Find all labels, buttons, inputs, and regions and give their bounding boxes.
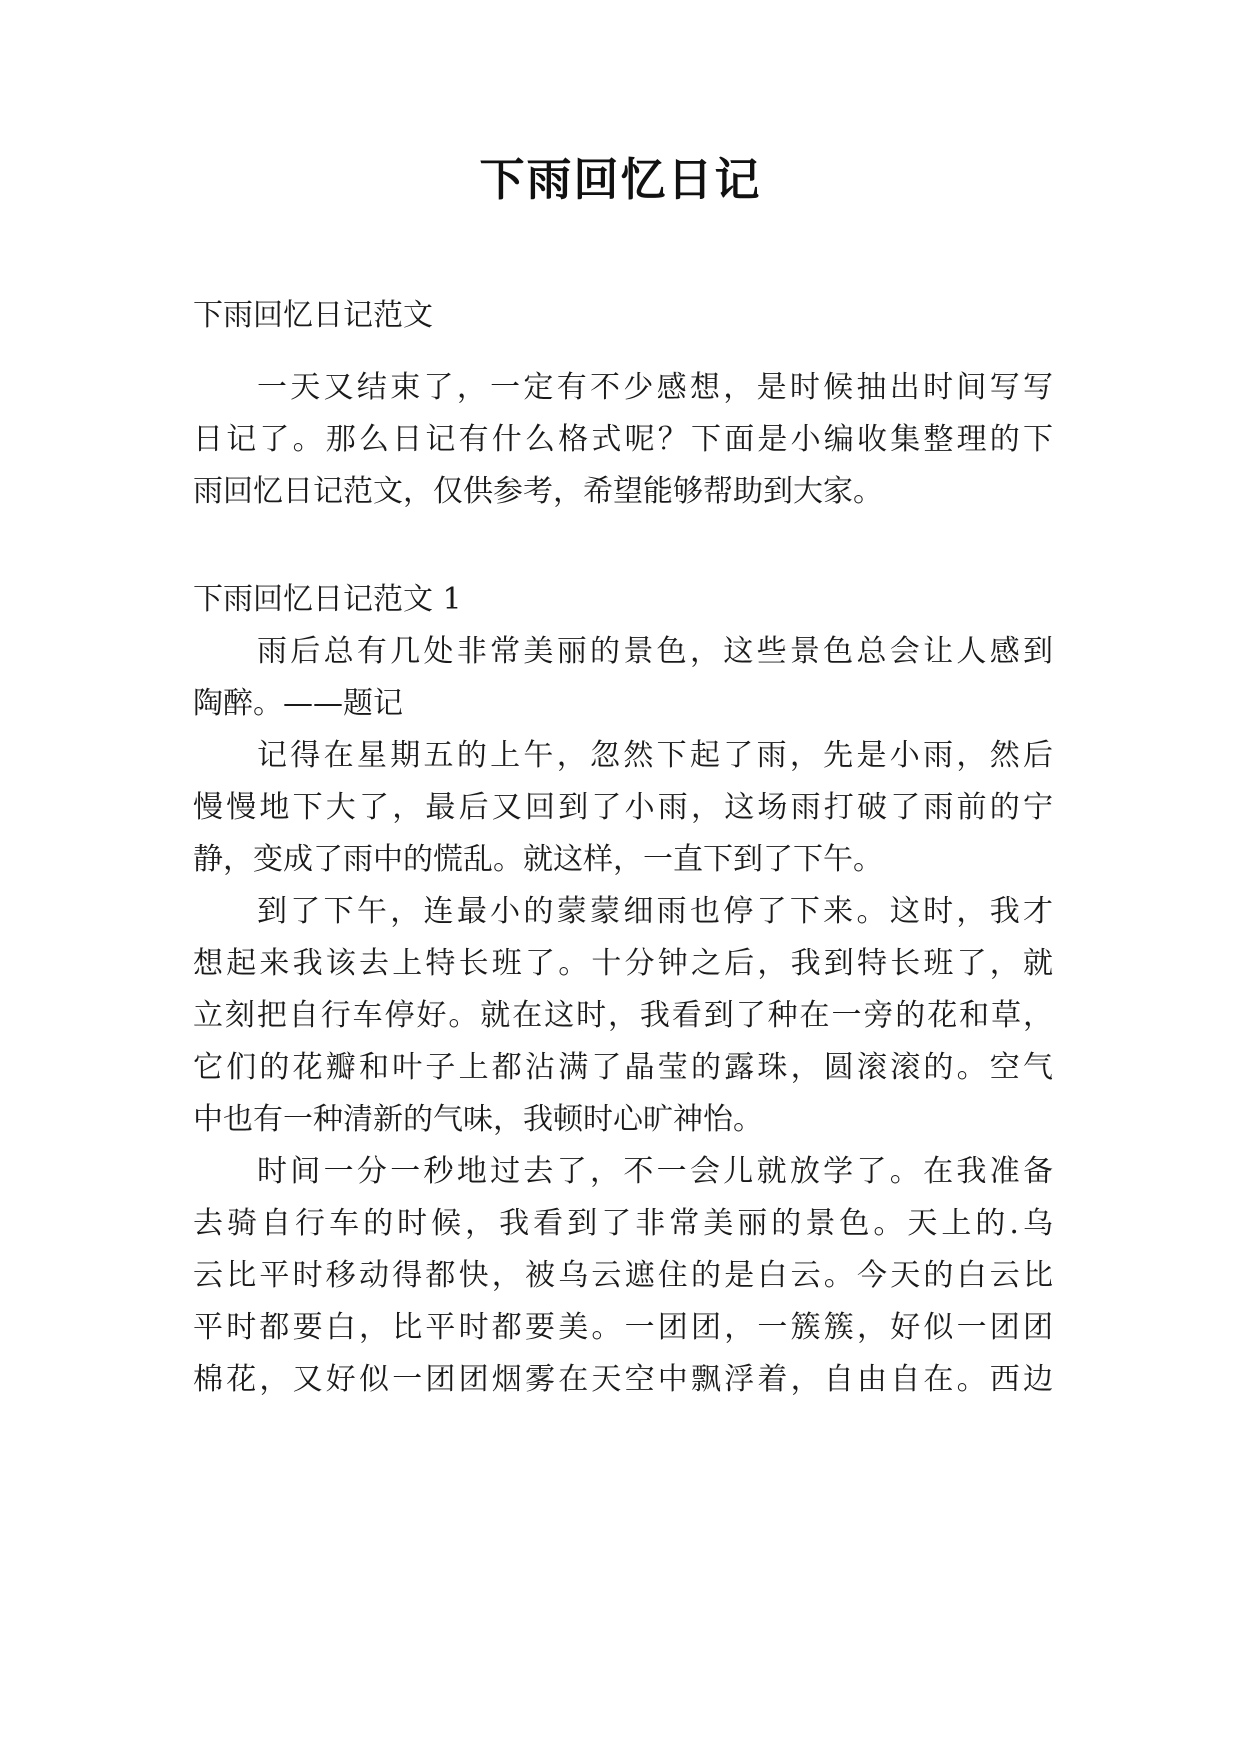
body-line: 中也有一种清新的气味，我顿时心旷神怡。 bbox=[193, 1102, 763, 1137]
body-line: 慢慢地下大了，最后又回到了小雨，这场雨打破了雨前的宁 bbox=[193, 790, 1053, 825]
intro-line: 一天又结束了，一定有不少感想，是时候抽出时间写写 bbox=[257, 370, 1053, 405]
intro-line: 日记了。那么日记有什么格式呢？下面是小编收集整理的下 bbox=[193, 422, 1053, 457]
body-line: 去骑自行车的时候，我看到了非常美丽的景色。天上的.乌 bbox=[193, 1206, 1053, 1241]
body-line: 立刻把自行车停好。就在这时，我看到了种在一旁的花和草， bbox=[193, 998, 1053, 1033]
body-line: 时间一分一秒地过去了，不一会儿就放学了。在我准备 bbox=[257, 1154, 1053, 1189]
body-line: 静，变成了雨中的慌乱。就这样，一直下到了下午。 bbox=[193, 842, 883, 877]
body-line: 记得在星期五的上午，忽然下起了雨，先是小雨，然后 bbox=[257, 738, 1053, 773]
intro-line: 雨回忆日记范文，仅供参考，希望能够帮助到大家。 bbox=[193, 474, 883, 509]
document-title: 下雨回忆日记 bbox=[479, 153, 762, 206]
body-line: 平时都要白，比平时都要美。一团团，一簇簇，好似一团团 bbox=[193, 1310, 1053, 1345]
body-line: 它们的花瓣和叶子上都沾满了晶莹的露珠，圆滚滚的。空气 bbox=[193, 1050, 1053, 1085]
body-line: 云比平时移动得都快，被乌云遮住的是白云。今天的白云比 bbox=[193, 1258, 1053, 1293]
body-line: 陶醉。——题记 bbox=[193, 686, 403, 721]
section-heading: 下雨回忆日记范文 1 bbox=[193, 582, 462, 617]
body-line: 棉花，又好似一团团烟雾在天空中飘浮着，自由自在。西边 bbox=[193, 1362, 1053, 1397]
document-subtitle: 下雨回忆日记范文 bbox=[193, 298, 433, 333]
body-line: 到了下午，连最小的蒙蒙细雨也停了下来。这时，我才 bbox=[257, 894, 1053, 929]
body-line: 想起来我该去上特长班了。十分钟之后，我到特长班了，就 bbox=[193, 946, 1053, 981]
body-line: 雨后总有几处非常美丽的景色，这些景色总会让人感到 bbox=[257, 634, 1053, 669]
